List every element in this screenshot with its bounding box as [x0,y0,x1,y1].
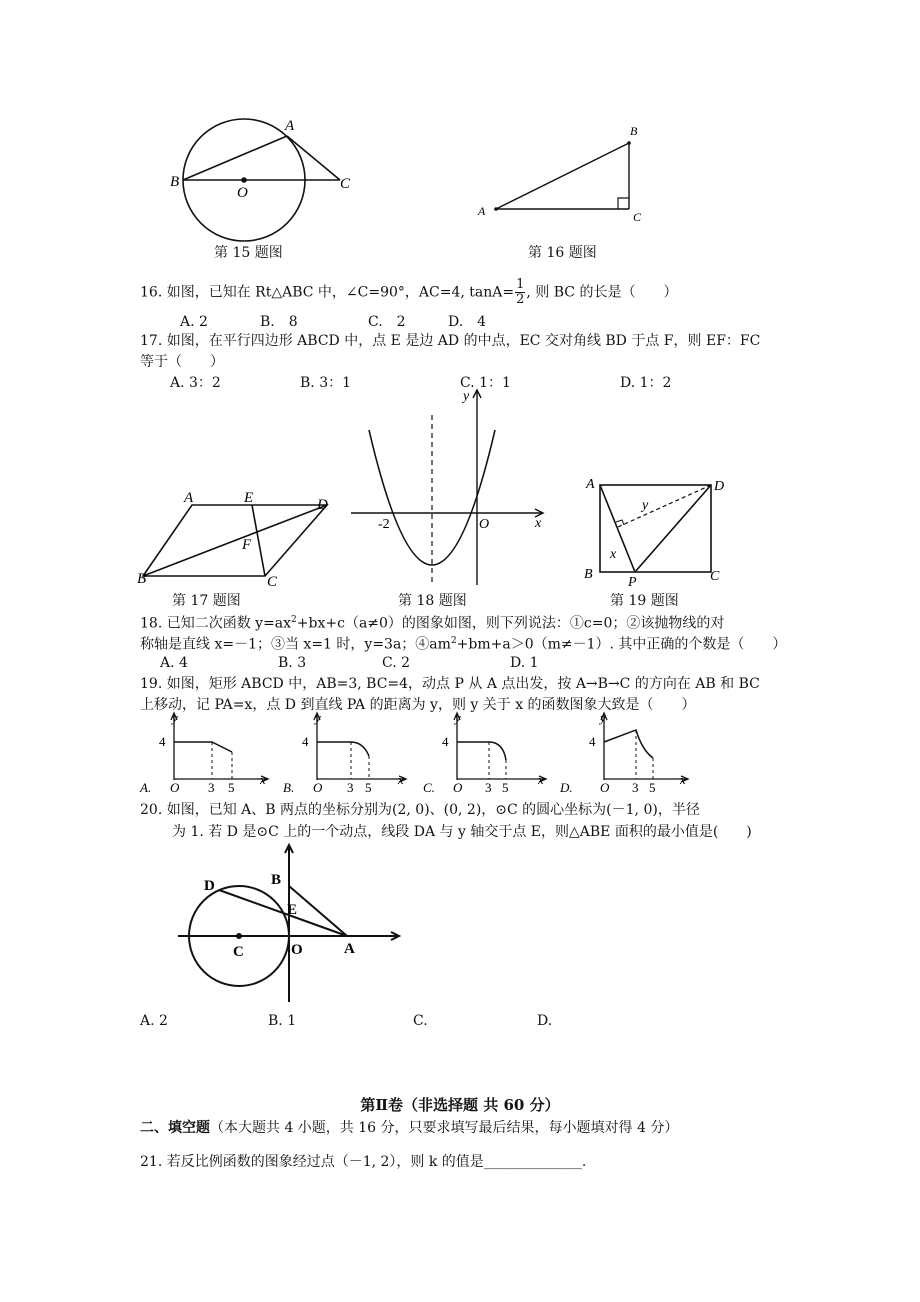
svg-text:y: y [600,710,606,725]
q17-line2: 等于（ ） [140,354,224,370]
f17-label-e: E [244,490,254,506]
part2-heading: 二、填空题（本大题共 4 小题，共 16 分，只要求填写最后结果，每小题填对得 4 分） [140,1120,679,1136]
figure-19-caption: 第 19 题图 [610,593,679,609]
svg-text:4: 4 [159,734,166,749]
figure-17-caption: 第 17 题图 [172,593,241,609]
f20-label-e: E [287,902,298,918]
svg-text:x: x [260,772,266,787]
svg-text:y: y [315,710,321,725]
q19-graph-d [560,710,695,800]
figure-18-caption: 第 18 题图 [398,593,467,609]
svg-text:y: y [455,710,461,725]
f19-label-x: x [610,547,617,562]
f17-label-f: F [242,537,252,553]
q20-option-b: B. 1 [268,1013,297,1029]
q19-line1: 19. 如图，矩形 ABCD 中，AB=3, BC=4，动点 P 从 A 点出发，按 A→B→C 的方向在 AB 和 BC [140,676,760,692]
q17-option-c: C. 1：1 [460,375,511,391]
q16-option-d: D. 4 [448,314,487,330]
q20-line2: 为 1. 若 D 是⊙C 上的一个动点，线段 DA 与 y 轴交于点 E，则△ABE 面积的最小值是( ) [172,824,752,840]
svg-text:3: 3 [632,780,639,795]
f18-label-neg2: -2 [378,517,390,532]
f20-label-a: A [344,941,355,957]
svg-text:O: O [170,780,180,795]
svg-text:O: O [600,780,610,795]
f20-label-d: D [204,878,215,894]
svg-text:4: 4 [589,734,596,749]
q16-option-b: B. 8 [260,314,298,330]
q18-line2: 称轴是直线 x=－1；③当 x=1 时，y=3a；$④am^2+bm+a>0(m\ne-1)$. 其中正确的个数是（ ） [140,636,787,653]
f16-label-b: B [630,124,638,138]
f17-label-d: D [317,497,328,513]
f20-label-b: B [271,872,282,888]
part2-title: 第Ⅱ卷（非选择题 共 60 分） [360,1096,560,1114]
q21-answer-blank[interactable]: ______________ [483,1154,582,1170]
svg-text:5: 5 [228,780,235,795]
q17-option-d: D. 1：2 [620,375,672,391]
f20-label-c: C [233,944,244,960]
q16-option-c: C. 2 [368,314,406,330]
svg-text:x: x [680,772,686,787]
q18-option-a: A. 4 [160,655,188,671]
figure-15-caption: 第 15 题图 [214,245,283,261]
q18-line1: 18. 已知二次函数 $y=ax^2+bx+c(a\ne 0)$的图象如图，则下列说法：①c=0；②该抛物线的对 [140,615,725,632]
f18-label-o: O [479,517,490,532]
figure-15 [160,110,380,250]
q21-stem: 21. 若反比例函数的图象经过点（－1, 2），则 k 的值是______________. [140,1154,587,1170]
q19a-option-label: A. [140,780,152,795]
svg-text:3: 3 [485,780,492,795]
svg-text:3: 3 [208,780,215,795]
figure-20 [170,840,410,1010]
f17-label-c: C [267,574,278,590]
svg-text:5: 5 [649,780,656,795]
q19-graph-c [423,710,558,800]
f19-label-a: A [586,477,595,492]
q19c-option-label: C. [423,780,435,795]
q17-line1: 17. 如图，在平行四边形 ABCD 中，点 E 是边 AD 的中点，EC 交对角线 BD 于点 F，则 EF：FC [140,333,761,349]
f18-label-x: x [535,516,542,531]
f17-label-b: B [137,571,147,587]
svg-text:O: O [313,780,323,795]
figure-18 [345,385,560,595]
figure-16-caption: 第 16 题图 [528,245,597,261]
svg-text:4: 4 [302,734,309,749]
svg-text:O: O [453,780,463,795]
q16-text-b: , 则 BC 的长是（ ） [526,284,678,301]
f15-label-o: O [237,185,248,201]
f15-label-c: C [340,176,351,192]
q19-graph-b [283,710,418,800]
q16-text-a: 16. 如图，已知在 Rt△ABC 中，∠C=90°，AC=4, tanA= [140,284,515,301]
q20-option-a: A. 2 [140,1013,168,1029]
q20-option-d: D. [537,1013,553,1029]
f17-label-a: A [184,490,194,506]
f15-label-b: B [170,174,180,190]
figure-19 [580,472,740,592]
svg-text:y: y [172,710,178,725]
q19b-option-label: B. [283,780,295,795]
figure-16 [470,120,660,230]
svg-text:5: 5 [365,780,372,795]
svg-text:5: 5 [502,780,509,795]
q17-option-b: B. 3：1 [300,375,352,391]
q16-option-a: A. 2 [180,314,208,330]
f15-label-a: A [285,118,295,134]
svg-text:3: 3 [347,780,354,795]
svg-text:x: x [398,772,404,787]
q20-option-c: C. [413,1013,428,1029]
q16-stem [140,278,677,307]
svg-text:x: x [538,772,544,787]
q16-fraction: $\frac{1}{2}$ [516,277,525,307]
q19-graph-a [140,710,275,800]
q18-option-b: B. 3 [278,655,307,671]
f16-label-a: A [478,204,486,218]
q19d-option-label: D. [560,780,573,795]
q20-line1: 20. 如图，已知 A、B 两点的坐标分别为(2, 0)、(0, 2)，⊙C 的圆心坐标为(－1, 0)，半径 [140,802,700,818]
q19-line2: 上移动，记 PA=x，点 D 到直线 PA 的距离为 y，则 y 关于 x 的函数图象大致是（ ） [140,697,696,713]
q18-option-d: D. 1 [510,655,539,671]
figure-17 [135,485,345,595]
svg-text:4: 4 [442,734,449,749]
f19-label-b: B [584,567,593,582]
q17-option-a: A. 3：2 [170,375,221,391]
f19-label-y: y [642,498,649,513]
f19-label-d: D [714,479,725,494]
q18-option-c: C. 2 [382,655,411,671]
f18-label-y: y [463,389,470,404]
f16-label-c: C [633,210,642,224]
f20-label-o: O [291,942,303,958]
f19-label-p: P [628,575,637,590]
f19-label-c: C [710,569,720,584]
